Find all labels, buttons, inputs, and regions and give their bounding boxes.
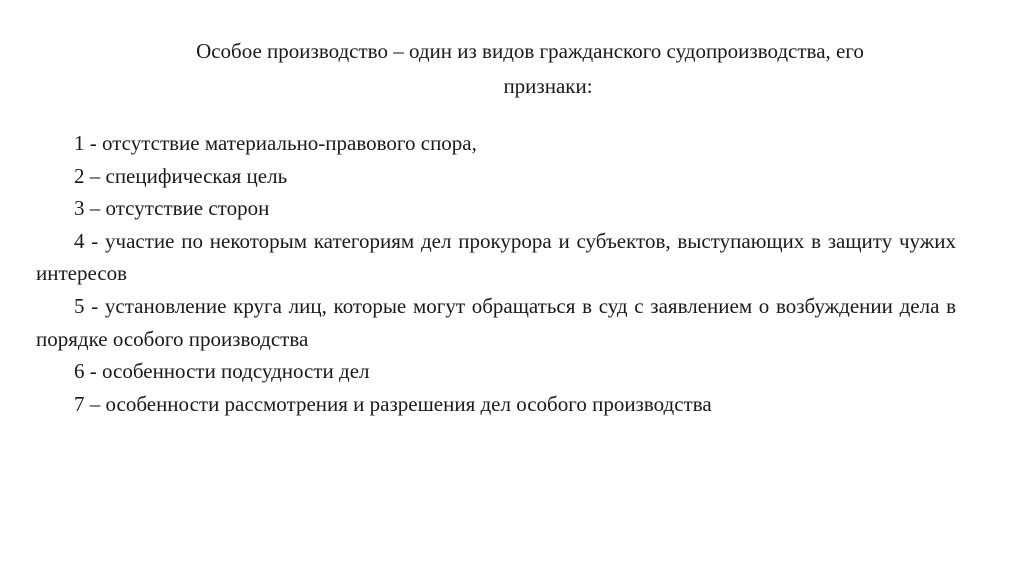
list-item: 3 – отсутствие сторон xyxy=(74,196,270,221)
list-item: 5 - установление круга лиц, которые могут обращаться в суд с заявлением о возбуждении дела в порядке особого производства xyxy=(36,293,956,351)
list-item: 4 - участие по некоторым категориям дел прокурора и субъектов, выступающих в защиту чужих интересов xyxy=(36,228,956,286)
list-item: 1 - отсутствие материально-правового спора, xyxy=(74,131,477,155)
title-line-1: Особое производство – один из видов гражданского судопроизводства, его xyxy=(196,39,864,63)
title-line-2: признаки: xyxy=(503,74,593,98)
list-item: 7 – особенности рассмотрения и разрешения дел особого производства xyxy=(74,391,712,416)
list-item: 2 – специфическая цель xyxy=(74,163,288,188)
slide-title xyxy=(90,34,970,104)
features-list xyxy=(36,127,956,420)
list-item: 6 - особенности подсудности дел xyxy=(74,359,370,384)
